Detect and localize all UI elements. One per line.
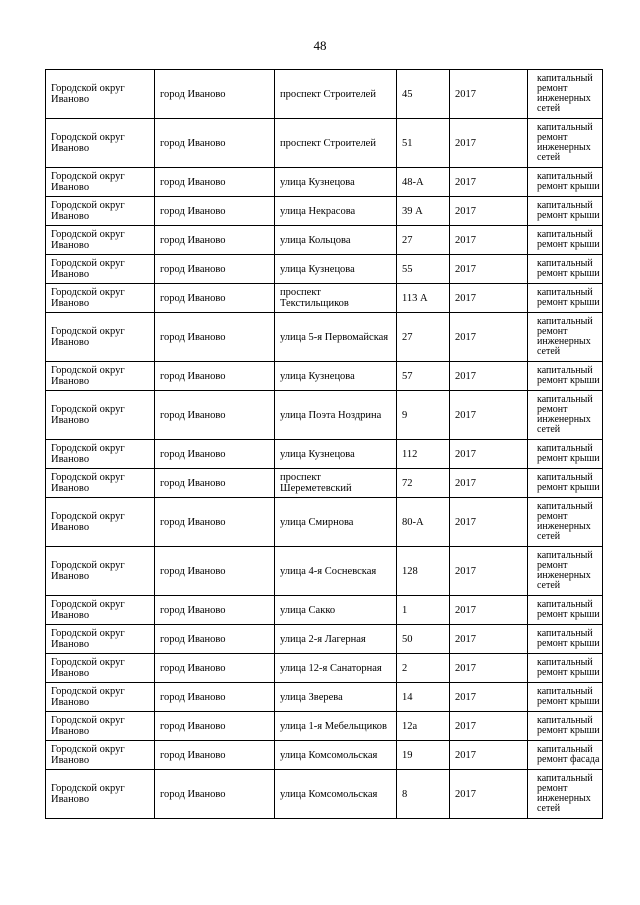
district-cell: Городской округ Иваново: [46, 547, 155, 596]
house-number-cell: 113 А: [397, 284, 450, 313]
work-type-cell: капитальный ремонт инженерных сетей: [528, 498, 603, 547]
work-type-cell: капитальный ремонт фасада: [528, 741, 603, 770]
table-row: [46, 70, 603, 119]
table-row: [46, 440, 603, 469]
year-cell: 2017: [450, 168, 528, 197]
street-cell: проспект Шереметевский: [275, 469, 397, 498]
district-cell: Городской округ Иваново: [46, 70, 155, 119]
house-number-cell: 12а: [397, 712, 450, 741]
house-number-cell: 19: [397, 741, 450, 770]
street-cell: улица Кузнецова: [275, 362, 397, 391]
street-cell: улица Смирнова: [275, 498, 397, 547]
work-type-cell: капитальный ремонт крыши: [528, 683, 603, 712]
table-row: [46, 498, 603, 547]
district-cell: Городской округ Иваново: [46, 362, 155, 391]
house-number-cell: 57: [397, 362, 450, 391]
work-type-cell: капитальный ремонт инженерных сетей: [528, 391, 603, 440]
street-cell: улица Кузнецова: [275, 168, 397, 197]
work-type-cell: капитальный ремонт крыши: [528, 712, 603, 741]
street-cell: улица Комсомольская: [275, 770, 397, 819]
table-row: [46, 712, 603, 741]
district-cell: Городской округ Иваново: [46, 654, 155, 683]
house-number-cell: 1: [397, 596, 450, 625]
city-cell: город Иваново: [155, 547, 275, 596]
city-cell: город Иваново: [155, 596, 275, 625]
year-cell: 2017: [450, 770, 528, 819]
house-number-cell: 39 А: [397, 197, 450, 226]
work-type-cell: капитальный ремонт крыши: [528, 440, 603, 469]
house-number-cell: 51: [397, 119, 450, 168]
city-cell: город Иваново: [155, 770, 275, 819]
district-cell: Городской округ Иваново: [46, 498, 155, 547]
table-row: [46, 625, 603, 654]
table-row: [46, 770, 603, 819]
year-cell: 2017: [450, 625, 528, 654]
registry-body: [46, 70, 603, 819]
table-row: [46, 119, 603, 168]
year-cell: 2017: [450, 70, 528, 119]
house-number-cell: 2: [397, 654, 450, 683]
district-cell: Городской округ Иваново: [46, 440, 155, 469]
work-type-cell: капитальный ремонт крыши: [528, 654, 603, 683]
year-cell: 2017: [450, 255, 528, 284]
city-cell: город Иваново: [155, 119, 275, 168]
district-cell: Городской округ Иваново: [46, 255, 155, 284]
city-cell: город Иваново: [155, 498, 275, 547]
house-number-cell: 8: [397, 770, 450, 819]
street-cell: улица 4-я Сосневская: [275, 547, 397, 596]
table-row: [46, 741, 603, 770]
district-cell: Городской округ Иваново: [46, 469, 155, 498]
work-type-cell: капитальный ремонт крыши: [528, 625, 603, 654]
city-cell: город Иваново: [155, 440, 275, 469]
street-cell: улица Поэта Ноздрина: [275, 391, 397, 440]
street-cell: улица 12-я Санаторная: [275, 654, 397, 683]
street-cell: улица Сакко: [275, 596, 397, 625]
work-type-cell: капитальный ремонт крыши: [528, 197, 603, 226]
street-cell: улица Зверева: [275, 683, 397, 712]
district-cell: Городской округ Иваново: [46, 741, 155, 770]
house-number-cell: 27: [397, 313, 450, 362]
street-cell: проспект Строителей: [275, 70, 397, 119]
house-number-cell: 48-А: [397, 168, 450, 197]
district-cell: Городской округ Иваново: [46, 284, 155, 313]
city-cell: город Иваново: [155, 70, 275, 119]
table-row: [46, 596, 603, 625]
table-row: [46, 469, 603, 498]
table-row: [46, 255, 603, 284]
city-cell: город Иваново: [155, 712, 275, 741]
city-cell: город Иваново: [155, 284, 275, 313]
district-cell: Городской округ Иваново: [46, 119, 155, 168]
year-cell: 2017: [450, 226, 528, 255]
house-number-cell: 45: [397, 70, 450, 119]
table-row: [46, 547, 603, 596]
work-type-cell: капитальный ремонт крыши: [528, 469, 603, 498]
work-type-cell: капитальный ремонт крыши: [528, 284, 603, 313]
street-cell: проспект Строителей: [275, 119, 397, 168]
house-number-cell: 14: [397, 683, 450, 712]
district-cell: Городской округ Иваново: [46, 313, 155, 362]
year-cell: 2017: [450, 197, 528, 226]
street-cell: улица Кузнецова: [275, 255, 397, 284]
city-cell: город Иваново: [155, 625, 275, 654]
table-row: [46, 226, 603, 255]
city-cell: город Иваново: [155, 313, 275, 362]
city-cell: город Иваново: [155, 168, 275, 197]
district-cell: Городской округ Иваново: [46, 712, 155, 741]
work-type-cell: капитальный ремонт крыши: [528, 362, 603, 391]
house-number-cell: 112: [397, 440, 450, 469]
year-cell: 2017: [450, 469, 528, 498]
district-cell: Городской округ Иваново: [46, 596, 155, 625]
table-row: [46, 284, 603, 313]
house-number-cell: 55: [397, 255, 450, 284]
repair-registry-table: [45, 69, 603, 819]
house-number-cell: 9: [397, 391, 450, 440]
street-cell: улица 5-я Первомайская: [275, 313, 397, 362]
city-cell: город Иваново: [155, 391, 275, 440]
house-number-cell: 72: [397, 469, 450, 498]
work-type-cell: капитальный ремонт инженерных сетей: [528, 70, 603, 119]
district-cell: Городской округ Иваново: [46, 391, 155, 440]
street-cell: улица 2-я Лагерная: [275, 625, 397, 654]
city-cell: город Иваново: [155, 683, 275, 712]
table-row: [46, 391, 603, 440]
street-cell: улица Кузнецова: [275, 440, 397, 469]
house-number-cell: 50: [397, 625, 450, 654]
work-type-cell: капитальный ремонт инженерных сетей: [528, 770, 603, 819]
year-cell: 2017: [450, 683, 528, 712]
table-row: [46, 197, 603, 226]
street-cell: улица Некрасова: [275, 197, 397, 226]
street-cell: проспект Текстильщиков: [275, 284, 397, 313]
street-cell: улица 1-я Мебельщиков: [275, 712, 397, 741]
year-cell: 2017: [450, 654, 528, 683]
district-cell: Городской округ Иваново: [46, 625, 155, 654]
house-number-cell: 27: [397, 226, 450, 255]
year-cell: 2017: [450, 712, 528, 741]
city-cell: город Иваново: [155, 654, 275, 683]
year-cell: 2017: [450, 596, 528, 625]
year-cell: 2017: [450, 498, 528, 547]
district-cell: Городской округ Иваново: [46, 168, 155, 197]
district-cell: Городской округ Иваново: [46, 197, 155, 226]
year-cell: 2017: [450, 741, 528, 770]
year-cell: 2017: [450, 440, 528, 469]
year-cell: 2017: [450, 362, 528, 391]
city-cell: город Иваново: [155, 197, 275, 226]
table-row: [46, 683, 603, 712]
table-row: [46, 168, 603, 197]
work-type-cell: капитальный ремонт крыши: [528, 255, 603, 284]
work-type-cell: капитальный ремонт крыши: [528, 168, 603, 197]
city-cell: город Иваново: [155, 226, 275, 255]
work-type-cell: капитальный ремонт крыши: [528, 226, 603, 255]
table-row: [46, 654, 603, 683]
year-cell: 2017: [450, 284, 528, 313]
year-cell: 2017: [450, 391, 528, 440]
year-cell: 2017: [450, 547, 528, 596]
work-type-cell: капитальный ремонт инженерных сетей: [528, 119, 603, 168]
page-number: 48: [313, 38, 327, 53]
district-cell: Городской округ Иваново: [46, 683, 155, 712]
city-cell: город Иваново: [155, 469, 275, 498]
table-row: [46, 362, 603, 391]
district-cell: Городской округ Иваново: [46, 770, 155, 819]
city-cell: город Иваново: [155, 255, 275, 284]
street-cell: улица Комсомольская: [275, 741, 397, 770]
house-number-cell: 128: [397, 547, 450, 596]
year-cell: 2017: [450, 313, 528, 362]
city-cell: город Иваново: [155, 362, 275, 391]
city-cell: город Иваново: [155, 741, 275, 770]
table-row: [46, 313, 603, 362]
work-type-cell: капитальный ремонт инженерных сетей: [528, 313, 603, 362]
district-cell: Городской округ Иваново: [46, 226, 155, 255]
work-type-cell: капитальный ремонт крыши: [528, 596, 603, 625]
work-type-cell: капитальный ремонт инженерных сетей: [528, 547, 603, 596]
house-number-cell: 80-А: [397, 498, 450, 547]
year-cell: 2017: [450, 119, 528, 168]
street-cell: улица Кольцова: [275, 226, 397, 255]
